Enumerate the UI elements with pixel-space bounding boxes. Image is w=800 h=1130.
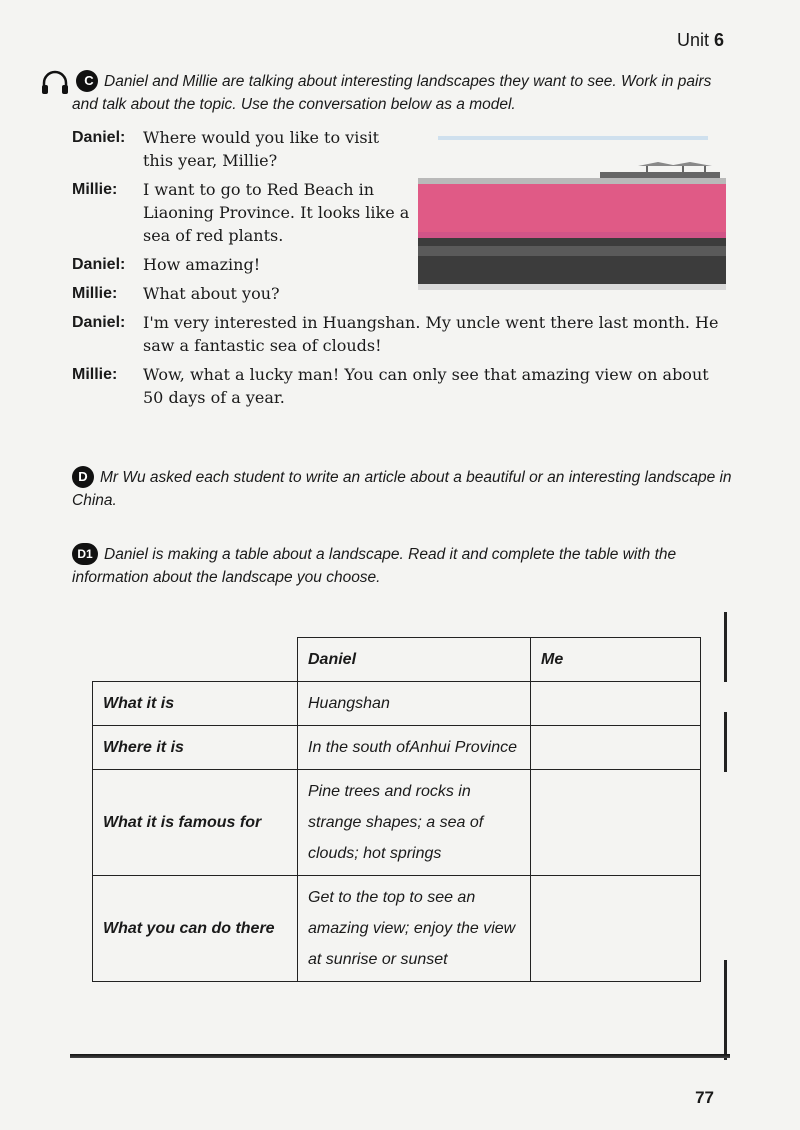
section-d-text: Mr Wu asked each student to write an article about a beautiful or an interesting landscape in China. <box>72 469 732 509</box>
daniel-cell: In the south ofAnhui Province <box>298 726 531 770</box>
column-header-daniel: Daniel <box>298 638 531 682</box>
dialogue-line <box>72 126 412 172</box>
row-label: What it is famous for <box>93 770 298 876</box>
section-d1-text: Daniel is making a table about a landscape. Read it and complete the table with the information about the landscape you choose. <box>72 546 677 586</box>
section-c-text: Daniel and Millie are talking about interesting landscapes they want to see. Work in pairs and talk about the topic. Use the conversation below as a model. <box>72 73 712 113</box>
margin-line <box>724 712 727 772</box>
dialogue-line <box>72 311 732 357</box>
column-header-me: Me <box>531 638 701 682</box>
section-c-badge: C <box>76 70 98 92</box>
unit-label <box>677 30 724 51</box>
margin-line <box>724 960 727 1060</box>
table-corner <box>93 638 298 682</box>
daniel-cell: Huangshan <box>298 682 531 726</box>
section-c-instruction <box>72 70 732 116</box>
margin-line <box>724 612 727 682</box>
dialogue-line <box>72 178 412 247</box>
section-d1-instruction <box>72 543 732 589</box>
table-row <box>93 770 701 876</box>
dialogue-line <box>72 363 732 409</box>
unit-number: 6 <box>713 30 724 50</box>
dialogue <box>72 126 732 415</box>
me-cell[interactable] <box>531 770 701 876</box>
table-header-row <box>93 638 701 682</box>
daniel-cell: Get to the top to see an amazing view; enjoy the view at sunrise or sunset <box>298 876 531 982</box>
me-cell[interactable] <box>531 726 701 770</box>
section-d-badge: D <box>72 466 94 488</box>
speaker-label: Daniel: <box>72 129 126 146</box>
section-d-instruction <box>72 466 732 512</box>
speaker-label: Millie: <box>72 181 118 198</box>
speech-text: Where would you like to visit this year, Millie? <box>143 128 380 170</box>
table-row <box>93 682 701 726</box>
speaker-label: Daniel: <box>72 256 126 273</box>
dialogue-line <box>72 282 412 305</box>
bottom-rule <box>70 1054 730 1058</box>
row-label: Where it is <box>93 726 298 770</box>
speech-text: How amazing! <box>143 255 261 274</box>
me-cell[interactable] <box>531 682 701 726</box>
speech-text: What about you? <box>143 284 280 303</box>
table-row <box>93 876 701 982</box>
me-cell[interactable] <box>531 876 701 982</box>
speaker-label: Millie: <box>72 285 118 302</box>
speaker-label: Daniel: <box>72 314 126 331</box>
dialogue-line <box>72 253 412 276</box>
speech-text: I'm very interested in Huangshan. My uncle went there last month. He saw a fantastic sea of clouds! <box>143 313 719 355</box>
landscape-table <box>92 637 701 982</box>
headphones-icon <box>40 70 70 96</box>
daniel-cell: Pine trees and rocks in strange shapes; a sea of clouds; hot springs <box>298 770 531 876</box>
speech-text: I want to go to Red Beach in Liaoning Province. It looks like a sea of red plants. <box>143 180 410 245</box>
row-label: What you can do there <box>93 876 298 982</box>
row-label: What it is <box>93 682 298 726</box>
speaker-label: Millie: <box>72 366 118 383</box>
section-d1-badge: D1 <box>72 543 98 565</box>
page-number: 77 <box>695 1088 714 1107</box>
table-row <box>93 726 701 770</box>
speech-text: Wow, what a lucky man! You can only see that amazing view on about 50 days of a year. <box>143 365 709 407</box>
unit-word: Unit <box>676 30 709 50</box>
